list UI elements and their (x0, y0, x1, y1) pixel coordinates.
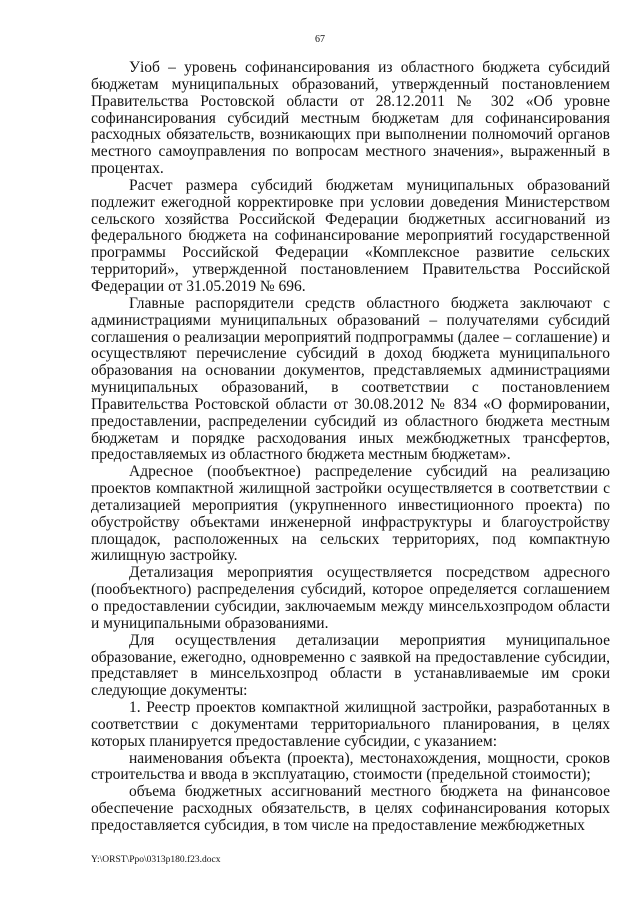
paragraph-subsidy-adjustment: Расчет размера субсидий бюджетам муниципальных образований подлежит ежегодной корректировке при условии доведения Министерством сельского хозяйства Российской Федерации бюджетных ассигнований из федерального бюджета на софинансирование мероприятий государственной программы Российской Федерации «Комплексное развитие сельских территорий», утвержденной постановлением Правительства Российской Федерации от 31.05.2019 № 696. (91, 176, 610, 295)
file-path-footer: Y:\ORST\Ppo\0313p180.f23.docx (91, 855, 221, 865)
paragraph-agreements: Главные распорядители средств областного бюджета заключают с администрациями муниципальных образований – получателями субсидий соглашения о реализации мероприятий подпрограммы (далее – соглашение) и осуществляют перечисление субсидий в доход бюджета муниципального образования на основании документов, представляемых администрациями муниципальных образований, в соответствии с постановлением Правительства Ростовской области от 30.08.2012 № 834 «О формировании, предоставлении, распределении субсидий из областного бюджета местным бюджетам и порядке расходования иных межбюджетных трансфертов, предоставляемых из областного бюджета местным бюджетам». (91, 294, 610, 464)
paragraph-object-details: наименования объекта (проекта), местонахождения, мощности, сроков строительства и ввода в эксплуатацию, стоимости (предельной стоимости); (91, 749, 610, 784)
document-body (91, 60, 610, 835)
page-number: 67 (315, 34, 325, 45)
paragraph-detailing: Детализация мероприятия осуществляется посредством адресного (пообъектного) распределения субсидий, которое определяется соглашением о предоставлении субсидии, заключаемым между минсельхозпродом области и муниципальными образованиями. (91, 564, 610, 632)
paragraph-coefficient-definition: Уioб – уровень софинансирования из областного бюджета субсидий бюджетам муниципальных образований, утвержденный постановлением Правительства Ростовской области от 28.12.2011 № 302 «Об уровне софинансирования субсидий местным бюджетам для софинансирования расходных обязательств, возникающих при выполнении полномочий органов местного самоуправления по вопросам местного значения», выраженный в процентах. (91, 59, 610, 178)
paragraph-documents-intro: Для осуществления детализации мероприятия муниципальное образование, ежегодно, одновременно с заявкой на предоставление субсидии, представляет в минсельхозпрод области в устанавливаемые им сроки следующие документы: (91, 631, 610, 700)
paragraph-address-distribution: Адресное (пообъектное) распределение субсидий на реализацию проектов компактной жилищной застройки осуществляется в соответствии с детализацией мероприятия (укрупненного инвестиционного проекта) по обустройству объектами инженерной инфраструктуры и благоустройству площадок, расположенных на сельских территориях, под компактную жилищную застройку. (91, 463, 610, 565)
paragraph-budget-volume: объема бюджетных ассигнований местного бюджета на финансовое обеспечение расходных обязательств, в целях софинансирования которых предоставляется субсидия, в том числе на предоставление межбюджетных (91, 783, 610, 834)
paragraph-registry-item: 1. Реестр проектов компактной жилищной застройки, разработанных в соответствии с документами территориального планирования, в целях которых планируется предоставление субсидии, с указанием: (91, 699, 610, 750)
